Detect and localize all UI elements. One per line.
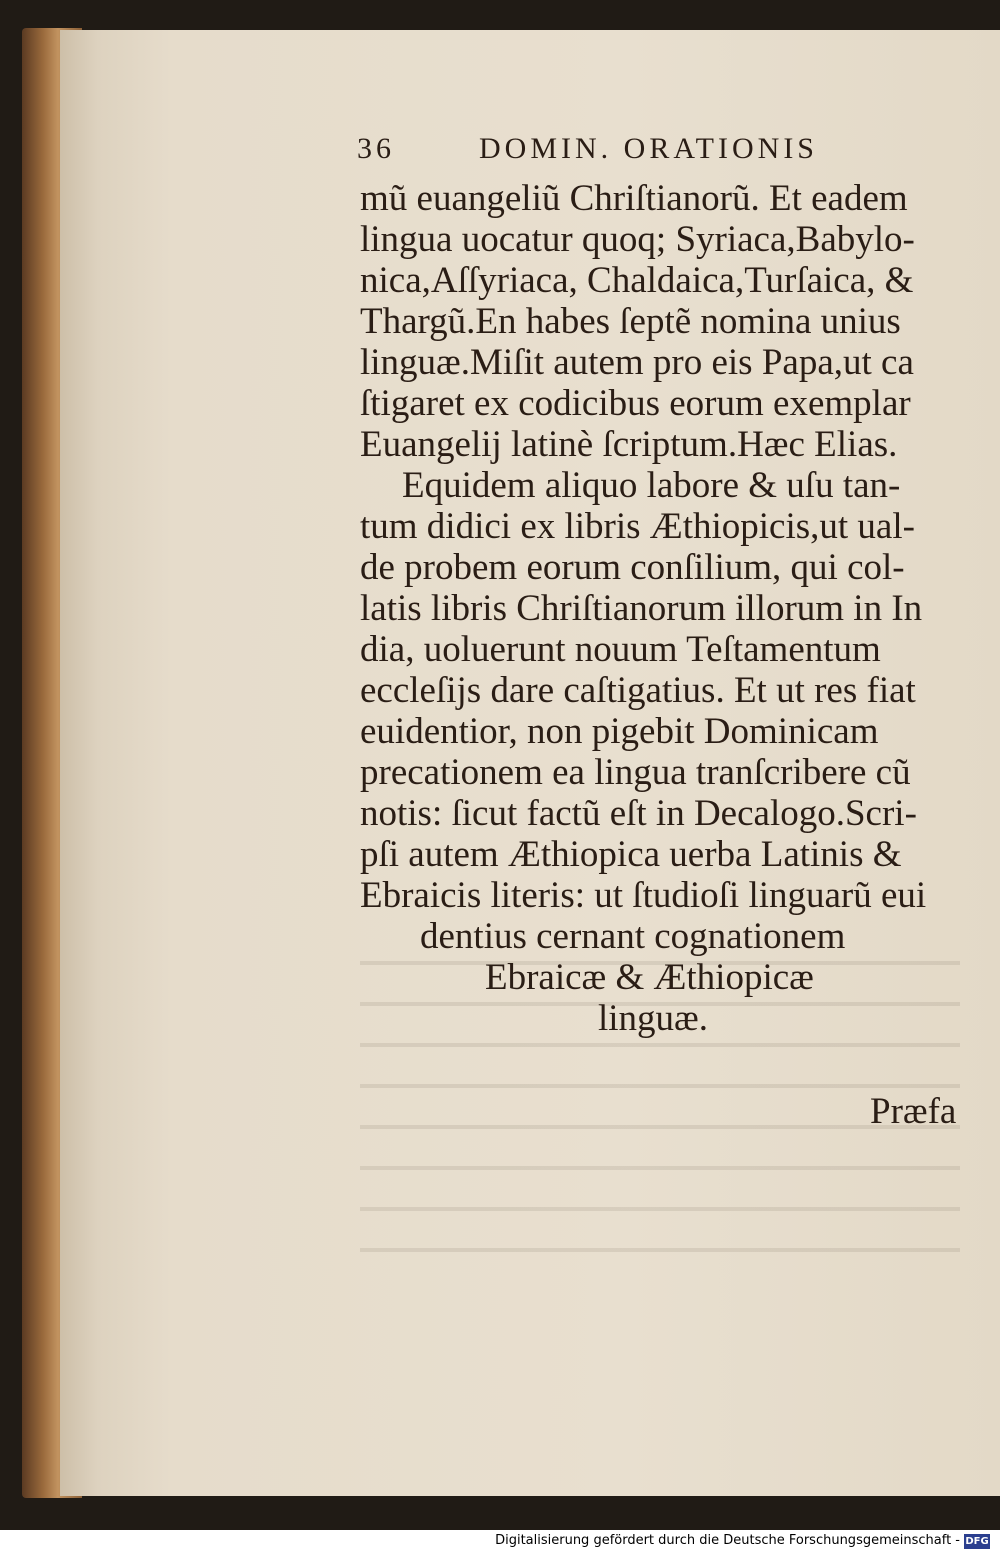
text-line: tum didici ex libris Æthiopicis,ut ual- [360, 506, 915, 547]
funding-credit: Digitalisierung gefördert durch die Deutsche Forschungsgemeinschaft - [495, 1533, 960, 1548]
text-line: mũ euangeliũ Chriſtianorũ. Et eadem [360, 178, 908, 219]
text-line: eccleſijs dare caſtigatius. Et ut res fiat [360, 670, 916, 711]
text-line: Thargũ.En habes ſeptẽ nomina unius [360, 301, 901, 342]
page-number: 36 [357, 132, 395, 165]
footer-bar [0, 1530, 1000, 1554]
text-line-centered: dentius cernant cognationem [420, 916, 846, 957]
dfg-logo: DFG [965, 1536, 989, 1547]
text-line: precationem ea lingua tranſcribere cũ [360, 752, 911, 793]
text-line: de probem eorum conſilium, qui col- [360, 547, 905, 588]
text-line-centered: linguæ. [598, 998, 708, 1039]
text-line: dia, uoluerunt nouum Teſtamentum [360, 629, 881, 670]
text-line: euidentior, non pigebit Dominicam [360, 711, 879, 752]
text-line: ſtigaret ex codicibus eorum exemplar [360, 383, 911, 424]
text-line: pſi autem Æthiopica uerba Latinis & [360, 834, 902, 875]
text-line: Equidem aliquo labore & uſu tan- [402, 465, 901, 506]
text-line: linguæ.Miſit autem pro eis Papa,ut ca [360, 342, 914, 383]
text-line: Ebraicis literis: ut ſtudioſi linguarũ eui [360, 875, 927, 916]
text-line-centered: Ebraicæ & Æthiopicæ [485, 957, 814, 998]
page-header [357, 132, 877, 172]
text-line: notis: ſicut factũ eſt in Decalogo.Scri- [360, 793, 917, 834]
catchword: Præfa [870, 1091, 957, 1132]
running-head: DOMIN. ORATIONIS [479, 132, 818, 165]
text-line: latis libris Chriſtianorum illorum in In [360, 588, 923, 629]
text-line: lingua uocatur quoq; Syriaca,Babylo- [360, 219, 915, 260]
text-line: Euangelij latinè ſcriptum.Hæc Elias. [360, 424, 898, 465]
text-line: nica,Aſſyriaca, Chaldaica,Turſaica, & [360, 260, 914, 301]
text-block [360, 178, 965, 1039]
